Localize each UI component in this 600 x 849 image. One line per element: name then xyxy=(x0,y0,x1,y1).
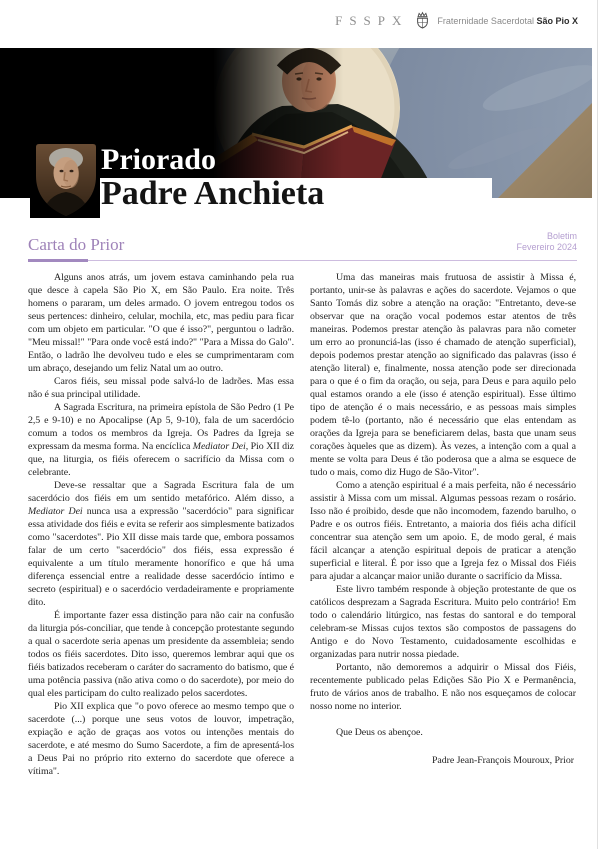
section-title: Carta do Prior xyxy=(28,235,125,254)
paragraph: Pio XII explica que "o povo oferece ao mesmo tempo que o sacerdote (...) porque une seus votos de louvor, impetração, expiação e ação de graças aos votos ou intenções mentais do sacerdote, e até mesmo do Sumo Sacerdote, a fim de apresentá-los a Deus Pai no próprio rito externo do sacerdote que oferece a vítima". xyxy=(28,701,294,777)
page-edge-line xyxy=(597,0,598,849)
issue-name: Boletim xyxy=(546,231,577,241)
closing-line: Que Deus os abençoe. xyxy=(336,727,423,738)
paragraph: Deve-se ressaltar que a Sagrada Escritura fala de um sacerdócio dos fiéis em um sentido metafórico. Além disso, a Mediator Dei nunca usa a expressão "sacerdócio" para significar essa atividade dos fiéis e evita se referir aos simplesmente batizados como "sacerdotes". Pio XII disse mais tarde que, embora possamos falar de um certo "sacerdócio" dos fiéis, essa expressão é equivalente a um título meramente honorífico e que há uma diferença essencial entre a realidade desse sacerdócio íntimo e secreto (espiritual) e o sacerdócio verdadeiramente e propriamente dito. xyxy=(28,480,294,608)
paragraph: É importante fazer essa distinção para não cair na confusão da liturgia pós-conciliar, que tende à concepção protestante segundo a qual o sacerdote seria apenas um presidente da assembleia; sendo todos os fiéis sacerdotes. Dito isso, queremos lembrar aqui que os fiéis batizados receberam o caráter do sacramento do batismo, que é uma potência passiva (não ativa como o do sacerdote), por meio do qual eles participam do culto realizado pelos sacerdotes. xyxy=(28,610,294,699)
fsspx-crest-icon xyxy=(415,11,430,30)
paragraph: Portanto, não demoremos a adquirir o Missal dos Fiéis, recentemente publicado pelas Edições São Pio X e Permanência, fruto de vários anos de trabalho. E não nos esqueçamos de colocar nosso nome no interior. xyxy=(310,662,576,712)
bulletin-issue xyxy=(516,231,577,253)
paragraph: Este livro também responde à objeção protestante de que os católicos desprezam a Sagrada Escritura. Muito pelo contrário! Em todo o calendário litúrgico, nas festas do santoral e do temporal celebram-se Missas cujos textos são compostos de passagens do Antigo e do Novo Testamento, cuidadosamente escolhidas e organizadas para nutrir nossa piedade. xyxy=(310,584,576,660)
signature-line: Padre Jean-François Mouroux, Prior xyxy=(431,755,574,766)
padre-anchieta-shield-portrait xyxy=(33,142,99,218)
priory-title-line2: Padre Anchieta xyxy=(101,175,325,212)
paragraph: Como a atenção espiritual é a mais perfeita, não é necessário assistir à Missa com um missal. Algumas pessoas rezam o rosário. Isso não é proibido, desde que não incomodem, fazendo barulho, o Padre e os outros fiéis. Entretanto, a maioria dos fiéis acha difícil concentrar sua atenção sem um apoio. E, de modo geral, é mais fácil alcançar a atenção espiritual depois de praticar a atenção superficial e literal. É por isso que a Igreja fez o Missal dos Fiéis para ajudar a alcançar maior união durante o sacrifício da Missa. xyxy=(310,480,576,582)
paragraph: Uma das maneiras mais frutuosa de assistir à Missa é, portanto, unir-se às palavras e ações do sacerdote. Vejamos o que Santo Tomás diz sobre a atenção na oração: "Entretanto, deve-se observar que na oração vocal podemos estar atentos de três maneiras. Podemos prestar atenção às palavras para não cometer um erro ao pronunciá-las (isso é chamado de atenção superficial), depois podemos prestar atenção ao significado das palavras (isso é atenção literal) e, finalmente, nossa atenção pode ser direcionada para o que é o fim da oração, ou seja, para Deus e para aquilo pelo qual estamos orando a ele (isso é atenção espiritual). Esse último tipo de atenção é o mais necessário, e as pessoas mais simples podem tê-lo (portanto, não é necessário que elas entendam as orações da Igreja para se beneficiarem delas, basta que unam seus corações àqueles que as dizem). Às vezes, a intenção com a qual a mente se volta para Deus é tão poderosa que a alma se esquece de tudo o mais, como diz Hugo de São-Vitor". xyxy=(310,272,576,478)
priory-title-line1: Priorado xyxy=(101,143,216,176)
divider-thin-line xyxy=(28,260,577,261)
org-name-regular: Fraternidade Sacerdotal xyxy=(437,15,534,26)
fsspx-initials: FSSPX xyxy=(335,12,409,28)
issue-date: Fevereiro 2024 xyxy=(516,242,577,252)
fsspx-org-name xyxy=(437,16,578,26)
masthead xyxy=(335,11,578,30)
divider-accent-segment xyxy=(28,259,88,262)
paragraph: Alguns anos atrás, um jovem estava caminhando pela rua que desce à capela São Pio X, em São Paulo. Era noite. Três homens o pararam, um deles armado. O jovem entregou todos os seus pertences: dinheiro, celular, mochila, etc, mas pediu para ficar com um objeto em particular. "O que é isso?", perguntou o ladrão. "Meu missal!" "Para onde você está indo?" "Para a Missa do Galo". Então, o ladrão lhe devolveu tudo e eles se cumprimentaram com um abraço, desejando um feliz Natal um ao outro. xyxy=(28,272,294,374)
article-right-column xyxy=(310,271,576,767)
article-left-column xyxy=(28,271,294,778)
org-name-bold: São Pio X xyxy=(536,15,578,26)
paragraph: Caros fiéis, seu missal pode salvá-lo de ladrões. Mas essa não é sua principal utilidade. xyxy=(28,376,294,400)
paragraph: A Sagrada Escritura, na primeira epístola de São Pedro (1 Pe 2,5 e 9-10) e no Apocalipse (Ap 5, 9-10), fala de um sacerdócio comum a todos os membros da Igreja. Os Padres da Igreja se expressam da mesma forma. Na encíclica Mediator Dei, Pio XII diz que, na liturgia, os fiéis oferecem o sacrifício da Missa com o celebrante. xyxy=(28,402,295,478)
section-divider xyxy=(28,259,577,262)
